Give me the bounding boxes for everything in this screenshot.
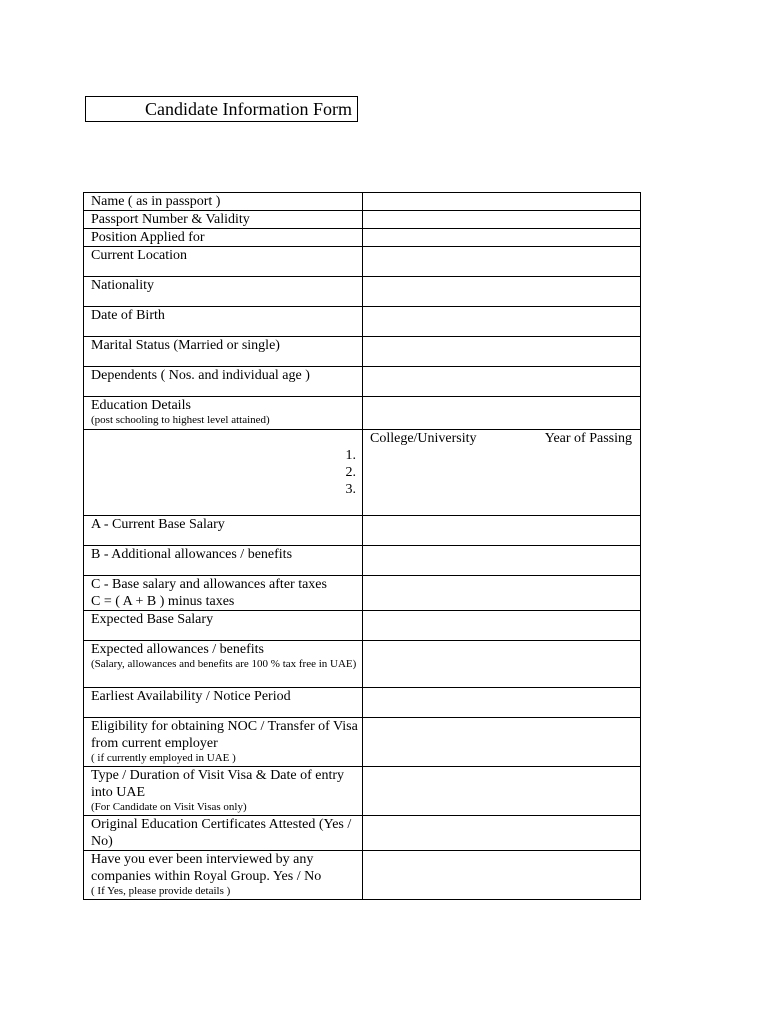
field-expected-allowances[interactable] — [363, 641, 641, 688]
label-passport: Passport Number & Validity — [84, 211, 363, 229]
label-visit-visa — [84, 767, 363, 816]
label-nationality: Nationality — [84, 277, 363, 307]
education-label: Education Details — [91, 398, 191, 413]
field-education[interactable] — [363, 397, 641, 430]
visit-visa-note: (For Candidate on Visit Visas only) — [91, 801, 247, 813]
expected-allowances-label: Expected allowances / benefits — [91, 642, 264, 657]
label-certificates: Original Education Certificates Attested (Yes / No) — [84, 816, 363, 851]
table-row — [84, 397, 641, 430]
label-education — [84, 397, 363, 430]
expected-allowances-note: (Salary, allowances and benefits are 100 % tax free in UAE) — [91, 658, 357, 670]
education-numbers — [84, 430, 363, 516]
form-title: Candidate Information Form — [85, 96, 358, 122]
label-name: Name ( as in passport ) — [84, 193, 363, 211]
table-row — [84, 193, 641, 211]
education-number-2: 2. — [345, 465, 356, 480]
label-interviewed — [84, 851, 363, 900]
education-number-1: 1. — [345, 448, 356, 463]
label-position: Position Applied for — [84, 229, 363, 247]
education-header — [370, 430, 640, 447]
field-location[interactable] — [363, 247, 641, 277]
field-certificates[interactable] — [363, 816, 641, 851]
college-column-header: College/University — [370, 431, 477, 446]
label-noc — [84, 718, 363, 767]
salary-c-line-1: C - Base salary and allowances after taxes — [91, 577, 327, 592]
noc-note: ( if currently employed in UAE ) — [91, 752, 236, 764]
label-location: Current Location — [84, 247, 363, 277]
field-salary-a[interactable] — [363, 516, 641, 546]
field-interviewed[interactable] — [363, 851, 641, 900]
visit-visa-label: Type / Duration of Visit Visa & Date of entry into UAE — [91, 768, 345, 800]
table-row — [84, 688, 641, 718]
field-dependents[interactable] — [363, 367, 641, 397]
field-marital[interactable] — [363, 337, 641, 367]
table-row — [84, 277, 641, 307]
label-marital: Marital Status (Married or single) — [84, 337, 363, 367]
candidate-info-table — [83, 192, 641, 900]
spacer — [91, 430, 362, 447]
table-row — [84, 367, 641, 397]
table-row — [84, 641, 641, 688]
table-row — [84, 307, 641, 337]
table-row — [84, 851, 641, 900]
field-dob[interactable] — [363, 307, 641, 337]
interviewed-label: Have you ever been interviewed by any companies within Royal Group. Yes / No — [91, 852, 322, 884]
table-row — [84, 767, 641, 816]
field-expected-base[interactable] — [363, 611, 641, 641]
label-salary-a: A - Current Base Salary — [84, 516, 363, 546]
table-row — [84, 546, 641, 576]
field-visit-visa[interactable] — [363, 767, 641, 816]
label-expected-allowances — [84, 641, 363, 688]
table-row — [84, 718, 641, 767]
field-position[interactable] — [363, 229, 641, 247]
table-row — [84, 611, 641, 641]
field-nationality[interactable] — [363, 277, 641, 307]
table-row — [84, 516, 641, 546]
noc-label: Eligibility for obtaining NOC / Transfer of Visa from current employer — [91, 719, 358, 751]
field-availability[interactable] — [363, 688, 641, 718]
field-salary-c[interactable] — [363, 576, 641, 611]
field-salary-b[interactable] — [363, 546, 641, 576]
field-noc[interactable] — [363, 718, 641, 767]
education-number-3: 3. — [345, 482, 356, 497]
table-row — [84, 816, 641, 851]
table-row — [84, 229, 641, 247]
field-name[interactable] — [363, 193, 641, 211]
education-note: (post schooling to highest level attained) — [91, 414, 270, 426]
table-row — [84, 211, 641, 229]
label-availability: Earliest Availability / Notice Period — [84, 688, 363, 718]
year-column-header: Year of Passing — [544, 431, 632, 446]
interviewed-note: ( If Yes, please provide details ) — [91, 885, 231, 897]
salary-c-line-2: C = ( A + B ) minus taxes — [91, 594, 235, 609]
table-row — [84, 430, 641, 516]
label-dob: Date of Birth — [84, 307, 363, 337]
label-salary-c — [84, 576, 363, 611]
table-row — [84, 247, 641, 277]
label-salary-b: B - Additional allowances / benefits — [84, 546, 363, 576]
table-row — [84, 576, 641, 611]
label-dependents: Dependents ( Nos. and individual age ) — [84, 367, 363, 397]
table-row — [84, 337, 641, 367]
education-entries[interactable] — [363, 430, 641, 516]
field-passport[interactable] — [363, 211, 641, 229]
label-expected-base: Expected Base Salary — [84, 611, 363, 641]
